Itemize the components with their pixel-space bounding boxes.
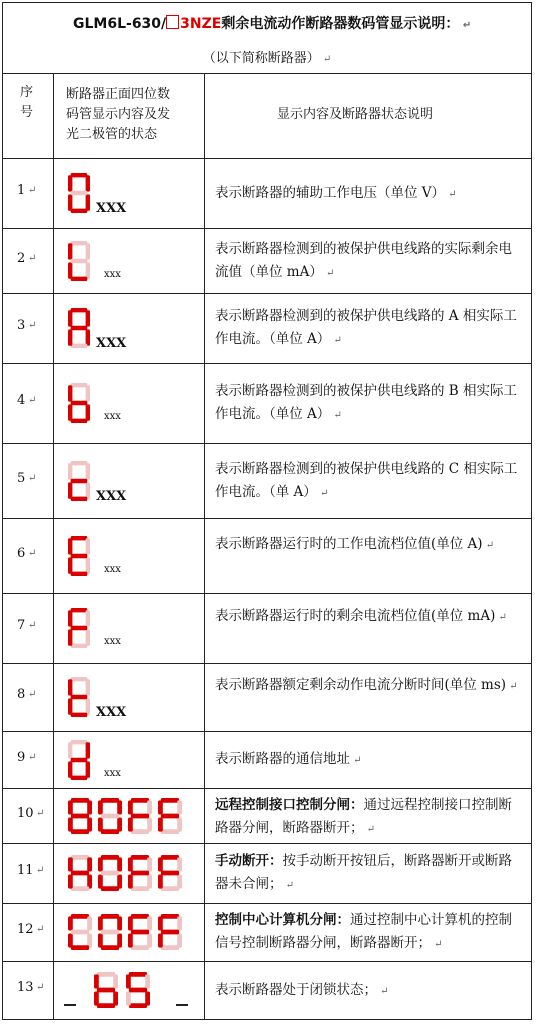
segment-digit	[98, 798, 122, 838]
table-row	[3, 228, 531, 294]
description-text	[215, 850, 525, 897]
description-cell	[205, 593, 531, 663]
value-placeholder: xxx	[104, 411, 121, 422]
header-display-line1: 断路器正面四位数	[66, 87, 171, 102]
description-bold: 手动断开：	[215, 853, 283, 869]
table-row	[3, 443, 531, 519]
segment-digit	[68, 308, 90, 352]
table-row	[3, 961, 531, 1019]
value-placeholder: XXX	[96, 201, 127, 216]
segment-digit	[68, 461, 90, 505]
display-cell	[54, 293, 205, 363]
segment-digit	[68, 608, 90, 652]
row-number: 5	[17, 470, 26, 486]
description-body: 表示断路器检测到的被保护供电线路的 C 相实际工作电流。（单 A）	[215, 460, 518, 500]
description-bold: 远程控制接口控制分闸：	[215, 797, 364, 813]
segment-digit	[68, 740, 90, 784]
segment-digit	[126, 972, 150, 1012]
display-cell	[54, 593, 205, 663]
row-number-cell	[3, 788, 54, 843]
display-cell	[54, 843, 205, 903]
description-body: 表示断路器的辅助工作电压（单位 V）	[215, 184, 446, 201]
description-cell	[205, 961, 531, 1019]
header-display	[54, 73, 205, 158]
table-header-row	[3, 73, 531, 159]
table-row	[3, 518, 531, 594]
row-number: 4	[17, 393, 26, 408]
paragraph-mark-icon: ↵	[363, 824, 376, 835]
description-cell	[205, 731, 531, 788]
segment-digit	[98, 855, 122, 895]
segment-digit	[68, 383, 90, 427]
segment-digit	[158, 855, 182, 895]
display-cell	[54, 731, 205, 788]
table-row	[3, 788, 531, 844]
description-text	[215, 458, 525, 505]
table-row	[3, 663, 531, 732]
description-body: 表示断路器处于闭锁状态；	[215, 981, 377, 998]
paragraph-mark-icon: ↵	[322, 267, 335, 279]
value-placeholder: XXX	[96, 336, 127, 351]
description-cell	[205, 663, 531, 731]
row-number: 9	[17, 749, 26, 765]
row-number: 7	[17, 618, 26, 633]
paragraph-mark-icon: ↵	[28, 185, 37, 196]
row-number-cell	[3, 843, 54, 903]
value-placeholder: xxx	[104, 767, 121, 779]
paragraph-mark-icon: ↵	[350, 755, 362, 766]
display-cell	[54, 443, 205, 518]
title-text: 剩余电流动作断路器数码管显示说明：	[221, 16, 460, 32]
display-cell	[54, 363, 205, 443]
description-text	[215, 794, 525, 841]
description-text	[215, 909, 525, 956]
paragraph-mark-icon: ↵	[316, 487, 329, 499]
dash-mark	[176, 1004, 188, 1006]
paragraph-mark-icon: ↵	[28, 395, 37, 406]
row-number-cell	[3, 363, 54, 443]
header-no	[3, 73, 54, 158]
segment-digit	[68, 241, 90, 285]
title-model: GLM6L-630/	[73, 16, 167, 32]
description-text	[215, 238, 525, 285]
description-text	[215, 182, 525, 206]
value-placeholder: XXX	[96, 488, 127, 504]
segment-digit	[68, 677, 90, 721]
display-cell	[54, 228, 205, 293]
row-number: 1	[17, 183, 26, 198]
segment-digit	[98, 914, 122, 954]
paragraph-mark-icon: ↵	[28, 689, 37, 700]
segment-digit	[128, 798, 152, 838]
paragraph-mark-icon: ↵	[330, 410, 342, 421]
description-cell	[205, 293, 531, 363]
row-number: 8	[17, 687, 26, 702]
spec-table	[2, 2, 532, 1020]
description-body: 按手动断开按钮后，断路器断开或断路器未合闸；	[215, 853, 512, 892]
segment-digit	[68, 914, 92, 954]
segment-digit	[158, 914, 182, 954]
description-cell	[205, 363, 531, 443]
segment-digit	[128, 855, 152, 895]
table-row	[3, 593, 531, 664]
row-number: 11	[17, 863, 34, 878]
value-placeholder: xxx	[104, 268, 121, 280]
row-number: 6	[17, 545, 26, 561]
table-row	[3, 903, 531, 962]
description-text	[215, 674, 525, 698]
paragraph-mark-icon: ↵	[36, 865, 45, 876]
description-cell	[205, 158, 531, 228]
display-cell	[54, 518, 205, 593]
table-row	[3, 158, 531, 229]
row-number-cell	[3, 961, 54, 1019]
value-placeholder: xxx	[104, 563, 121, 575]
row-number: 12	[17, 922, 34, 937]
description-bold: 控制中心计算机分闸：	[215, 912, 350, 928]
paragraph-mark-icon: ↵	[431, 939, 443, 950]
paragraph-mark-icon: ↵	[28, 620, 37, 631]
row-number: 13	[17, 980, 34, 995]
row-number-cell	[3, 518, 54, 593]
title-variant: 3NZE	[180, 16, 222, 32]
row-number-cell	[3, 731, 54, 788]
row-number-cell	[3, 663, 54, 731]
segment-digit	[94, 972, 118, 1012]
paragraph-mark-icon: ↵	[28, 252, 37, 264]
row-number-cell	[3, 228, 54, 293]
paragraph-mark-icon: ↵	[28, 320, 37, 331]
description-body: 表示断路器额定剩余动作电流分断时间(单位 ms)	[215, 677, 507, 693]
segment-digit	[68, 536, 90, 580]
description-cell	[205, 843, 531, 903]
row-number: 10	[17, 805, 34, 821]
display-cell	[54, 961, 205, 1019]
description-body: 表示断路器运行时的剩余电流档位值(单位 mA)	[215, 608, 496, 624]
paragraph-mark-icon: ↵	[445, 188, 457, 200]
paragraph-mark-icon: ↵	[330, 335, 342, 346]
row-number-cell	[3, 158, 54, 228]
paragraph-mark-icon: ↵	[282, 880, 295, 891]
paragraph-mark-icon: ↵	[495, 612, 507, 623]
segment-digit	[158, 798, 182, 838]
value-placeholder: xxx	[104, 636, 121, 647]
segment-digit	[68, 173, 90, 217]
description-body: 通过控制中心计算机的控制信号控制断路器分闸，断路器断开；	[215, 912, 512, 951]
segment-digit	[68, 855, 92, 895]
segment-digit	[128, 914, 152, 954]
header-no-line1: 序	[20, 85, 34, 100]
description-cell	[205, 903, 531, 961]
table-row	[3, 293, 531, 364]
display-cell	[54, 903, 205, 961]
header-no-line2: 号	[20, 105, 34, 120]
display-cell	[54, 788, 205, 843]
table-row	[3, 363, 531, 444]
paragraph-mark-icon: ↵	[506, 681, 518, 692]
row-number-cell	[3, 593, 54, 663]
description-text	[215, 533, 525, 557]
display-cell	[54, 158, 205, 228]
description-text	[215, 748, 525, 772]
value-placeholder: XXX	[96, 705, 127, 720]
title-line: GLM6L-630/ 3NZE剩余电流动作断路器数码管显示说明： ↵	[73, 16, 472, 32]
description-cell	[205, 443, 531, 518]
description-body: 表示断路器检测到的被保护供电线路的实际剩余电流值（单位 mA）	[215, 240, 512, 280]
display-cell	[54, 663, 205, 731]
paragraph-mark-icon: ↵	[36, 807, 45, 819]
row-number: 2	[17, 250, 26, 266]
paragraph-mark-icon: ↵	[36, 924, 45, 935]
paragraph-mark-icon: ↵	[28, 472, 37, 484]
row-number-cell	[3, 903, 54, 961]
header-display-line3: 光二极管的状态	[66, 127, 158, 142]
table-row	[3, 731, 531, 789]
description-body: 表示断路器检测到的被保护供电线路的 B 相实际工作电流。（单位 A）	[215, 383, 518, 422]
description-text	[215, 380, 525, 427]
paragraph-mark-icon: ↵	[377, 985, 389, 997]
description-text	[215, 605, 525, 629]
row-number: 3	[17, 318, 26, 333]
description-body: 通过远程控制接口控制断路器分闸，断路器断开；	[215, 797, 512, 836]
paragraph-mark-icon: ↵	[36, 982, 45, 993]
subtitle: （以下简称断路器） ↵	[202, 51, 332, 66]
table-row	[3, 843, 531, 904]
paragraph-mark-icon: ↵	[482, 539, 495, 551]
row-number-cell	[3, 443, 54, 518]
checkbox-glyph-icon	[166, 15, 179, 29]
header-desc-label: 显示内容及断路器状态说明	[277, 107, 434, 122]
description-text	[215, 979, 525, 1003]
description-body: 表示断路器运行时的工作电流档位值(单位 A)	[215, 535, 483, 552]
description-body: 表示断路器检测到的被保护供电线路的 A 相实际工作电流。（单位 A）	[215, 308, 517, 347]
header-display-line2: 码管显示内容及发	[66, 107, 171, 122]
header-desc	[205, 73, 531, 158]
description-cell	[205, 788, 531, 843]
paragraph-mark-icon: ↵	[28, 547, 37, 559]
description-text	[215, 305, 525, 352]
description-cell	[205, 228, 531, 293]
dash-mark	[64, 1004, 76, 1006]
table-title	[3, 3, 531, 74]
segment-digit	[68, 798, 92, 838]
paragraph-mark-icon: ↵	[28, 751, 37, 763]
row-number-cell	[3, 293, 54, 363]
description-cell	[205, 518, 531, 593]
description-body: 表示断路器的通信地址	[215, 751, 350, 767]
